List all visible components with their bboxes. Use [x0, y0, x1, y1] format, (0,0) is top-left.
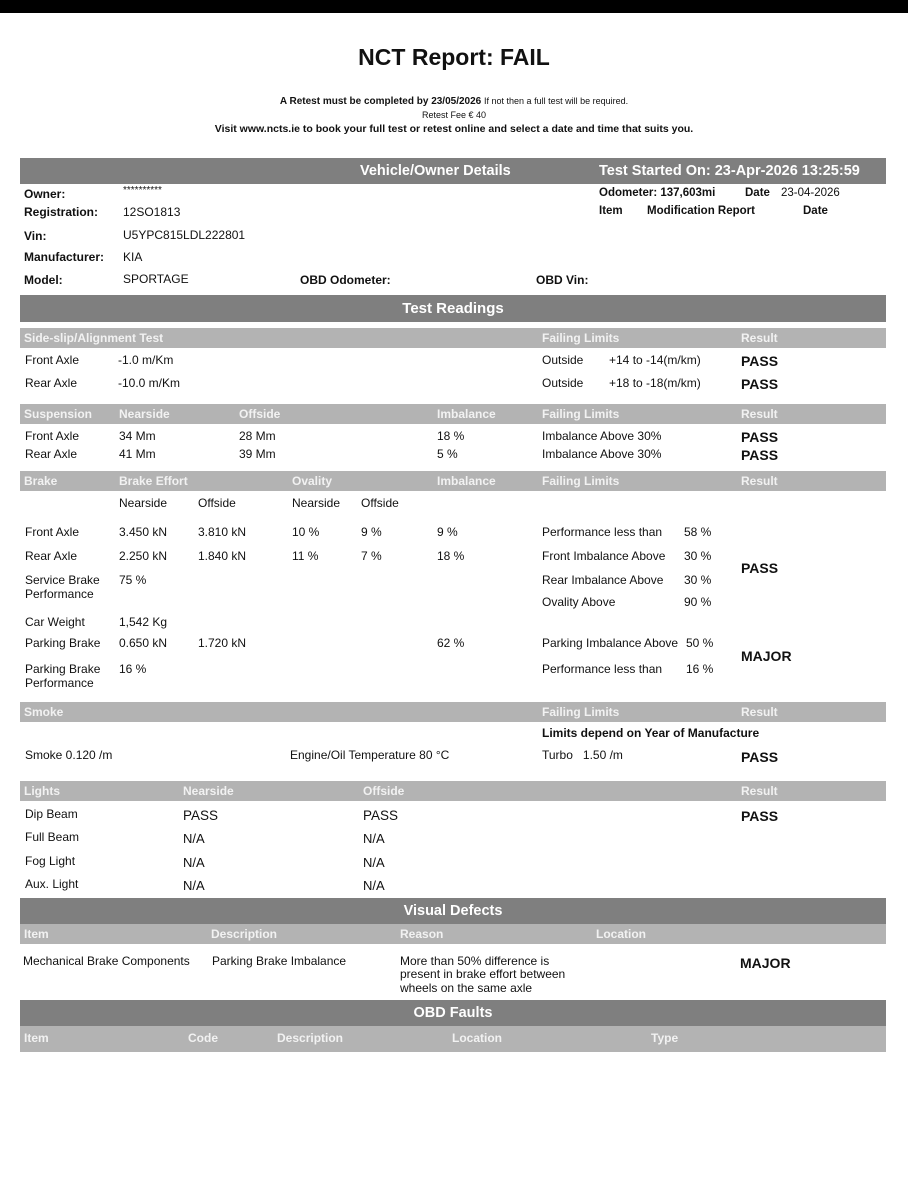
fog-light-nearside: N/A	[183, 855, 205, 870]
full-beam-name: Full Beam	[25, 830, 80, 844]
brake-limit-parking-performance: Performance less than	[542, 662, 663, 676]
sideslip-header	[20, 328, 886, 348]
brake-front-effort-nearside: 3.450 kN	[119, 525, 168, 539]
suspension-front-name: Front Axle	[25, 429, 80, 443]
aux-light-name: Aux. Light	[25, 877, 79, 891]
car-weight-value: 1,542 Kg	[119, 615, 168, 629]
sideslip-front-limit: +14 to -14(m/km)	[609, 353, 701, 367]
brake-rear-imbalance: 18 %	[437, 549, 465, 563]
parking-perf-label-line2: Performance	[25, 676, 94, 690]
retest-note: If not then a full test will be required.	[484, 96, 629, 106]
brake-service-result: PASS	[741, 560, 779, 576]
brake-header	[20, 471, 886, 491]
service-brake-label: Service Brake	[25, 573, 100, 587]
smoke-result: PASS	[741, 749, 779, 765]
full-beam-offside: N/A	[363, 831, 385, 846]
vin-label: Vin:	[24, 229, 47, 243]
parking-brake-offside: 1.720 kN	[198, 636, 247, 650]
brake-front-name: Front Axle	[25, 525, 80, 539]
fog-light-offside: N/A	[363, 855, 385, 870]
brake-col-limits: Failing Limits	[542, 474, 620, 488]
obd-col-location: Location	[452, 1031, 502, 1045]
vin-value: U5YPC815LDL222801	[123, 228, 246, 242]
lights-col-offside: Offside	[363, 784, 405, 798]
brake-sub-effort-nearside: Nearside	[119, 496, 168, 510]
smoke-header	[20, 702, 886, 722]
suspension-rear-result: PASS	[741, 447, 779, 463]
model-label: Model:	[24, 273, 63, 287]
brake-sub-ovality-nearside: Nearside	[292, 496, 341, 510]
manufacturer-value: KIA	[123, 250, 143, 264]
car-weight-label: Car Weight	[25, 615, 85, 629]
dip-beam-name: Dip Beam	[25, 807, 78, 821]
obd-odometer-label: OBD Odometer:	[300, 273, 391, 287]
brake-limit-performance-value: 58 %	[684, 525, 712, 539]
defect-item: Mechanical Brake Components	[23, 954, 190, 968]
obd-col-type: Type	[651, 1031, 679, 1045]
visual-defects-title: Visual Defects	[403, 903, 503, 919]
sideslip-rear-value: -10.0 m/Km	[118, 376, 181, 390]
brake-limit-front-imbalance-value: 30 %	[684, 549, 712, 563]
brake-col-result: Result	[741, 474, 778, 488]
modification-date-label: Date	[803, 205, 828, 217]
suspension-front-offside: 28 Mm	[239, 429, 276, 443]
lights-col-nearside: Nearside	[183, 784, 234, 798]
booking-instructions: Visit www.ncts.ie to book your full test or retest online and select a date and time that suits you.	[214, 123, 694, 135]
defect-description: Parking Brake Imbalance	[212, 954, 347, 968]
sideslip-front-name: Front Axle	[25, 353, 80, 367]
sideslip-front-result: PASS	[741, 353, 779, 369]
brake-limit-parking-imbalance: Parking Imbalance Above	[542, 636, 679, 650]
lights-col-name: Lights	[24, 784, 60, 798]
owner-label: Owner:	[24, 187, 66, 201]
service-brake-label-line2: Performance	[25, 587, 94, 601]
parking-brake-nearside: 0.650 kN	[119, 636, 168, 650]
vehicle-owner-title: Vehicle/Owner Details	[360, 163, 511, 179]
brake-sub-ovality-offside: Offside	[361, 496, 399, 510]
sideslip-col-result: Result	[741, 331, 778, 345]
sideslip-rear-result: PASS	[741, 376, 779, 392]
parking-brake-imbalance: 62 %	[437, 636, 465, 650]
owner-value: **********	[123, 185, 162, 196]
brake-rear-effort-nearside: 2.250 kN	[119, 549, 168, 563]
brake-limit-front-imbalance: Front Imbalance Above	[542, 549, 666, 563]
suspension-col-limits: Failing Limits	[542, 407, 620, 421]
item-label: Item	[599, 205, 623, 217]
sideslip-front-limit-type: Outside	[542, 353, 584, 367]
full-beam-nearside: N/A	[183, 831, 205, 846]
brake-front-ovality-nearside: 10 %	[292, 525, 320, 539]
brake-limit-rear-imbalance-value: 30 %	[684, 573, 712, 587]
brake-parking-result: MAJOR	[741, 648, 792, 664]
defect-reason-line1: More than 50% difference is	[400, 954, 550, 968]
brake-limit-parking-imbalance-value: 50 %	[686, 636, 714, 650]
brake-col-effort: Brake Effort	[119, 474, 188, 488]
smoke-limits-note: Limits depend on Year of Manufacture	[542, 726, 760, 740]
brake-limit-ovality: Ovality Above	[542, 595, 616, 609]
suspension-col-result: Result	[741, 407, 778, 421]
suspension-rear-name: Rear Axle	[25, 447, 78, 461]
test-readings-band	[20, 295, 886, 322]
suspension-front-result: PASS	[741, 429, 779, 445]
defects-col-reason: Reason	[400, 927, 444, 941]
retest-deadline: A Retest must be completed by 23/05/2026	[279, 96, 482, 107]
obd-col-description: Description	[277, 1031, 344, 1045]
brake-front-imbalance: 9 %	[437, 525, 458, 539]
date-value: 23-04-2026	[781, 187, 840, 199]
sideslip-rear-name: Rear Axle	[25, 376, 78, 390]
suspension-col-name: Suspension	[24, 407, 93, 421]
registration-label: Registration:	[24, 205, 99, 219]
obd-faults-header	[20, 1026, 886, 1052]
lights-header	[20, 781, 886, 801]
dip-beam-offside: PASS	[363, 808, 399, 823]
brake-limit-rear-imbalance: Rear Imbalance Above	[542, 573, 664, 587]
brake-sub-effort-offside: Offside	[198, 496, 236, 510]
turbo-value: Turbo 1.50 /m	[542, 748, 623, 762]
brake-limit-ovality-value: 90 %	[684, 595, 712, 609]
sideslip-front-value: -1.0 m/Km	[118, 353, 174, 367]
suspension-col-imbalance: Imbalance	[437, 407, 496, 421]
aux-light-nearside: N/A	[183, 878, 205, 893]
date-label: Date	[745, 187, 770, 199]
parking-perf-label: Parking Brake	[25, 662, 101, 676]
brake-rear-name: Rear Axle	[25, 549, 78, 563]
suspension-rear-nearside: 41 Mm	[119, 447, 156, 461]
smoke-col-limits: Failing Limits	[542, 705, 620, 719]
odometer: Odometer: 137,603mi	[599, 187, 716, 199]
fog-light-name: Fog Light	[25, 854, 76, 868]
suspension-front-imbalance: 18 %	[437, 429, 465, 443]
obd-col-code: Code	[188, 1031, 218, 1045]
brake-col-ovality: Ovality	[292, 474, 333, 488]
suspension-rear-imbalance: 5 %	[437, 447, 458, 461]
lights-col-result: Result	[741, 784, 778, 798]
vehicle-owner-band	[20, 158, 886, 184]
brake-col-imbalance: Imbalance	[437, 474, 496, 488]
lights-result: PASS	[741, 808, 779, 824]
engine-oil-temperature: Engine/Oil Temperature 80 °C	[290, 748, 450, 762]
smoke-col-name: Smoke	[24, 705, 64, 719]
parking-brake-name: Parking Brake	[25, 636, 101, 650]
brake-rear-ovality-offside: 7 %	[361, 549, 382, 563]
suspension-header	[20, 404, 886, 424]
suspension-rear-limit: Imbalance Above 30%	[542, 447, 662, 461]
obd-faults-band	[20, 1000, 886, 1026]
defects-col-item: Item	[24, 927, 49, 941]
registration-value: 12SO1813	[123, 205, 181, 219]
defect-reason-line3: wheels on the same axle	[400, 981, 533, 995]
sideslip-rear-limit-type: Outside	[542, 376, 584, 390]
service-brake-value: 75 %	[119, 573, 147, 587]
model-value: SPORTAGE	[123, 272, 189, 286]
brake-front-effort-offside: 3.810 kN	[198, 525, 247, 539]
brake-front-ovality-offside: 9 %	[361, 525, 382, 539]
retest-notice	[0, 96, 908, 107]
defects-col-description: Description	[211, 927, 278, 941]
sideslip-rear-limit: +18 to -18(m/km)	[609, 376, 701, 390]
suspension-front-nearside: 34 Mm	[119, 429, 156, 443]
brake-rear-effort-offside: 1.840 kN	[198, 549, 247, 563]
defect-reason-line2: present in brake effort between	[400, 967, 566, 981]
brake-rear-ovality-nearside: 11 %	[292, 549, 319, 563]
smoke-col-result: Result	[741, 705, 778, 719]
sideslip-col-limits: Failing Limits	[542, 331, 620, 345]
test-started: Test Started On: 23-Apr-2026 13:25:59	[599, 163, 860, 179]
defects-col-location: Location	[596, 927, 646, 941]
retest-fee: Retest Fee € 40	[421, 110, 487, 120]
visual-defects-band	[20, 898, 886, 924]
brake-limit-performance: Performance less than	[542, 525, 663, 539]
sideslip-col-test: Side-slip/Alignment Test	[24, 331, 164, 345]
suspension-col-nearside: Nearside	[119, 407, 170, 421]
brake-col-name: Brake	[24, 474, 58, 488]
defect-result: MAJOR	[740, 955, 791, 971]
suspension-rear-offside: 39 Mm	[239, 447, 276, 461]
obd-vin-label: OBD Vin:	[536, 273, 589, 287]
parking-perf-value: 16 %	[119, 662, 147, 676]
suspension-front-limit: Imbalance Above 30%	[542, 429, 662, 443]
report-title: NCT Report: FAIL	[358, 44, 550, 70]
obd-col-item: Item	[24, 1031, 49, 1045]
modification-report-label: Modification Report	[647, 205, 755, 217]
aux-light-offside: N/A	[363, 878, 385, 893]
obd-faults-title: OBD Faults	[413, 1005, 493, 1021]
manufacturer-label: Manufacturer:	[24, 250, 105, 264]
test-readings-title: Test Readings	[402, 300, 504, 317]
dip-beam-nearside: PASS	[183, 808, 219, 823]
suspension-col-offside: Offside	[239, 407, 281, 421]
top-black-bar	[0, 0, 908, 13]
visual-defects-header	[20, 924, 886, 944]
brake-limit-parking-performance-value: 16 %	[686, 662, 714, 676]
smoke-value: Smoke 0.120 /m	[25, 748, 113, 762]
